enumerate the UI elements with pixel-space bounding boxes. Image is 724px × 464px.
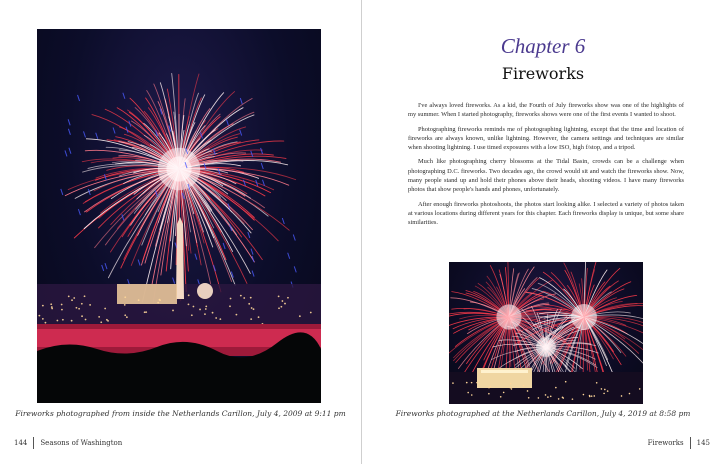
- chapter-title: Fireworks: [501, 64, 585, 83]
- left-page: [0, 0, 361, 464]
- body-paragraph: Photographing fireworks reminds me of photographing lightning, except that the time and location of fireworks are always known, unlike lightning. However, the camera settings and techniques are similar when shooting lightning. I use timed exposures with a low ISO, high f/stop, and a tripod.: [408, 125, 684, 152]
- page-number-right: 145: [696, 439, 710, 447]
- folio-right: [648, 437, 710, 449]
- right-page: [362, 0, 724, 464]
- body-paragraph: I've always loved fireworks. As a kid, the Fourth of July fireworks show was one of the highlights of my summer. When I started photography, fireworks shows were one of the first events I wanted to shoot.: [408, 102, 684, 119]
- folio-left: [14, 437, 122, 449]
- chapter-body: [408, 101, 684, 233]
- photo-caption-right: Fireworks photographed at the Netherlands Carillon, July 4, 2019 at 8:58 pm: [395, 409, 691, 418]
- photo-caption-left: Fireworks photographed from inside the Netherlands Carillon, July 4, 2009 at 9:11 pm: [15, 409, 346, 418]
- page-number-left: 144: [14, 439, 28, 447]
- chapter-label: Chapter 6: [500, 34, 586, 58]
- fireworks-photo-left: [37, 29, 321, 403]
- folio-divider: [33, 437, 34, 449]
- body-paragraph: Much like photographing cherry blossoms at the Tidal Basin, crowds can be a challenge when photographing D.C. fireworks. Two decades ago, the crowd would sit and watch the fireworks show. Now, many people stand up and hold their phones above their heads, shooting videos. I have many fireworks photos that show people's hands and phones, unfortunately.: [408, 158, 684, 194]
- running-head-right: Fireworks: [647, 439, 684, 447]
- body-paragraph: After enough fireworks photoshoots, the photos start looking alike. I selected a variety of photos taken at various locations during different years for this chapter. Each fireworks display is unique, but some share similarities.: [408, 200, 684, 227]
- folio-divider: [690, 437, 691, 449]
- running-head-left: Seasons of Washington: [40, 439, 123, 447]
- fireworks-photo-right: [449, 262, 643, 404]
